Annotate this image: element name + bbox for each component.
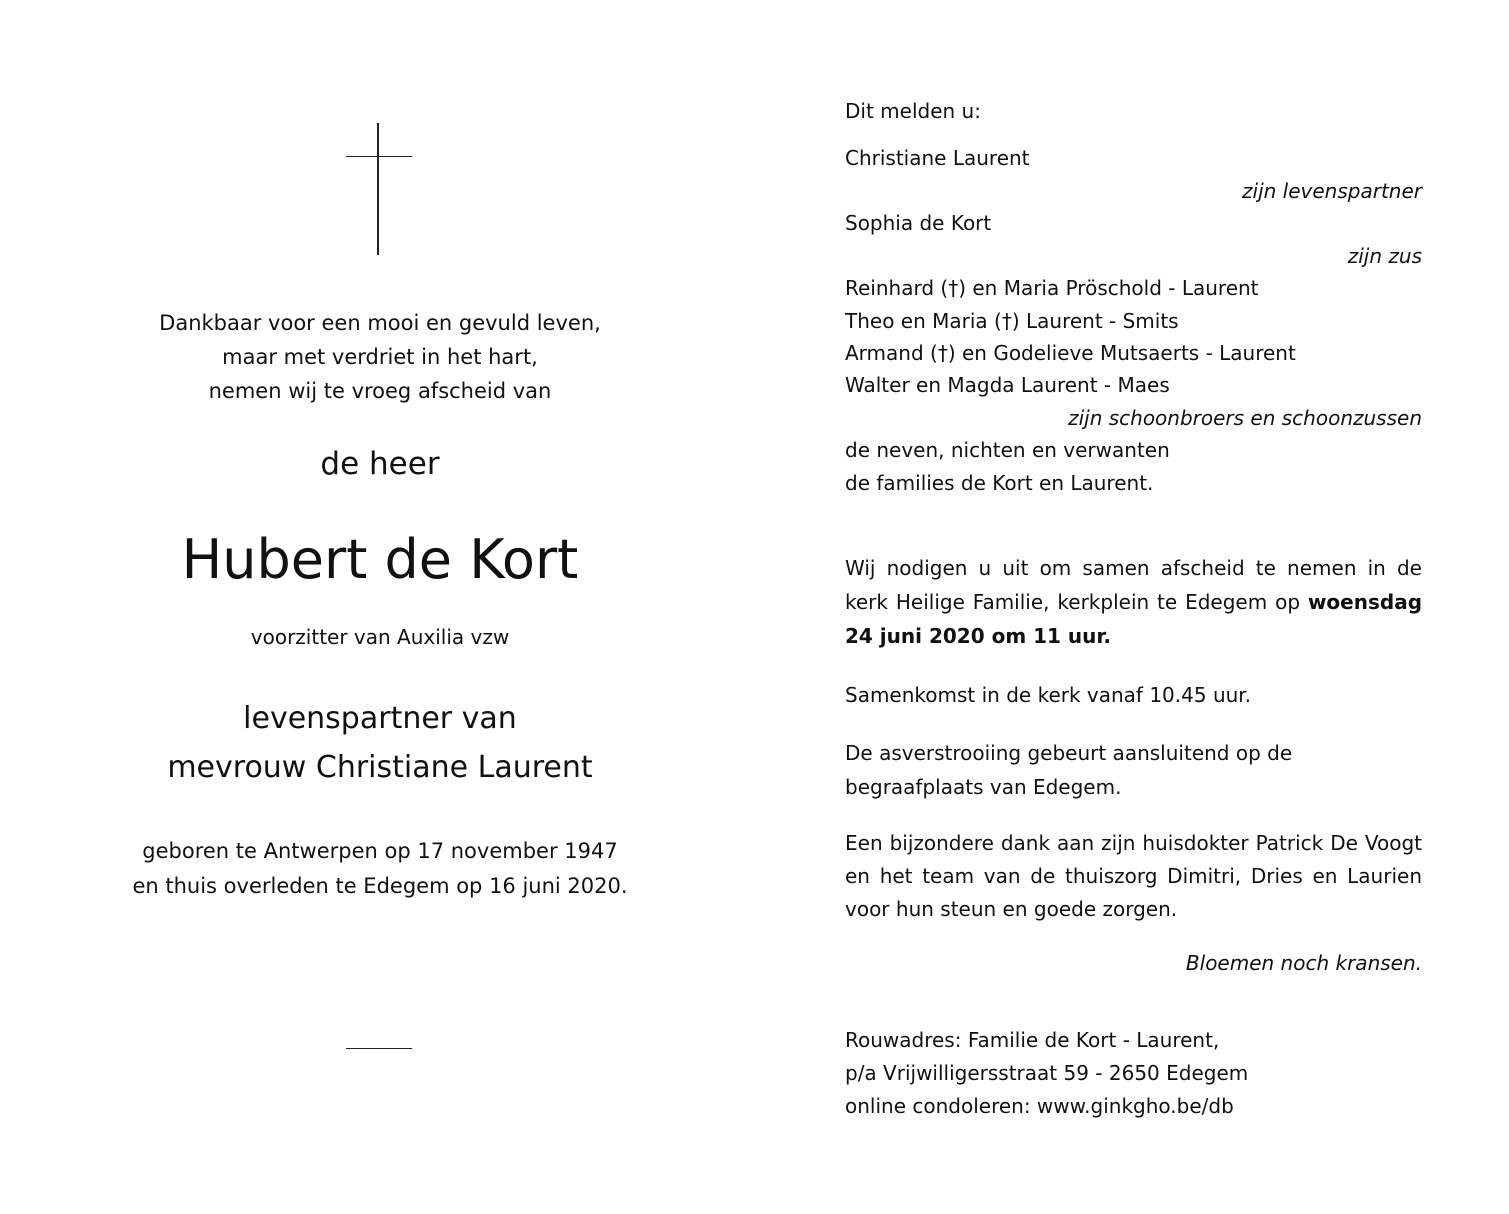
in-law-line: Walter en Magda Laurent - Maes (845, 373, 1170, 397)
intro-text (60, 306, 700, 408)
cross-icon-bar (346, 156, 412, 157)
in-law-line: Armand (†) en Godelieve Mutsaerts - Laurent (845, 341, 1296, 365)
title-prefix: de heer (320, 446, 440, 482)
partner-text (60, 694, 700, 792)
cross-icon (377, 123, 379, 255)
sister-relation: zijn zus (1347, 244, 1422, 268)
announce-text: Dit melden u: (845, 99, 981, 123)
in-laws-relation: zijn schoonbroers en schoonzussen (1068, 406, 1422, 430)
gathering-text: Samenkomst in de kerk vanaf 10.45 uur. (845, 683, 1252, 707)
partner-name: Christiane Laurent (845, 146, 1030, 170)
flowers-note: Bloemen noch kransen. (1185, 951, 1422, 975)
intro-line: nemen wij te vroeg afscheid van (208, 379, 552, 403)
intro-line: maar met verdriet in het hart, (222, 345, 538, 369)
scattering-text: De asverstrooiing gebeurt aansluitend op de begraafplaats van Edegem. (845, 741, 1293, 799)
address-line: Rouwadres: Familie de Kort - Laurent, (845, 1028, 1220, 1052)
invitation-text: Wij nodigen u uit om samen afscheid te nemen in de kerk Heilige Familie, kerkplein te Edegem op (845, 556, 1422, 614)
address-block (845, 1024, 1422, 1123)
partner-line: levenspartner van (243, 701, 517, 736)
divider-line (346, 1048, 412, 1049)
partner-relation: zijn levenspartner (1242, 179, 1422, 203)
condolence-link[interactable]: online condoleren: www.ginkgho.be/db (845, 1094, 1234, 1118)
invitation-date: woensdag 24 juni 2020 om 11 uur. (845, 590, 1423, 648)
intro-line: Dankbaar voor een mooi en gevuld leven, (159, 311, 601, 335)
deceased-name: Hubert de Kort (181, 528, 579, 591)
birth-line: geboren te Antwerpen op 17 november 1947 (142, 839, 618, 863)
families-line: de families de Kort en Laurent. (845, 471, 1154, 495)
in-law-line: Reinhard (†) en Maria Pröschold - Laurent (845, 276, 1259, 300)
deceased-role: voorzitter van Auxilia vzw (250, 625, 510, 649)
thanks-text: Een bijzondere dank aan zijn huisdokter Patrick De Voogt en het team van de thuiszorg Dimitri, Dries en Laurien voor hun steun en goede zorgen. (845, 831, 1422, 921)
sister-name: Sophia de Kort (845, 211, 992, 235)
address-line: p/a Vrijwilligersstraat 59 - 2650 Edegem (845, 1061, 1249, 1085)
life-dates (60, 834, 700, 904)
partner-line: mevrouw Christiane Laurent (167, 750, 593, 785)
invitation-paragraph (845, 551, 1422, 653)
relatives-line: de neven, nichten en verwanten (845, 438, 1170, 462)
in-law-line: Theo en Maria (†) Laurent - Smits (845, 309, 1179, 333)
death-line: en thuis overleden te Edegem op 16 juni 2020. (132, 874, 628, 898)
